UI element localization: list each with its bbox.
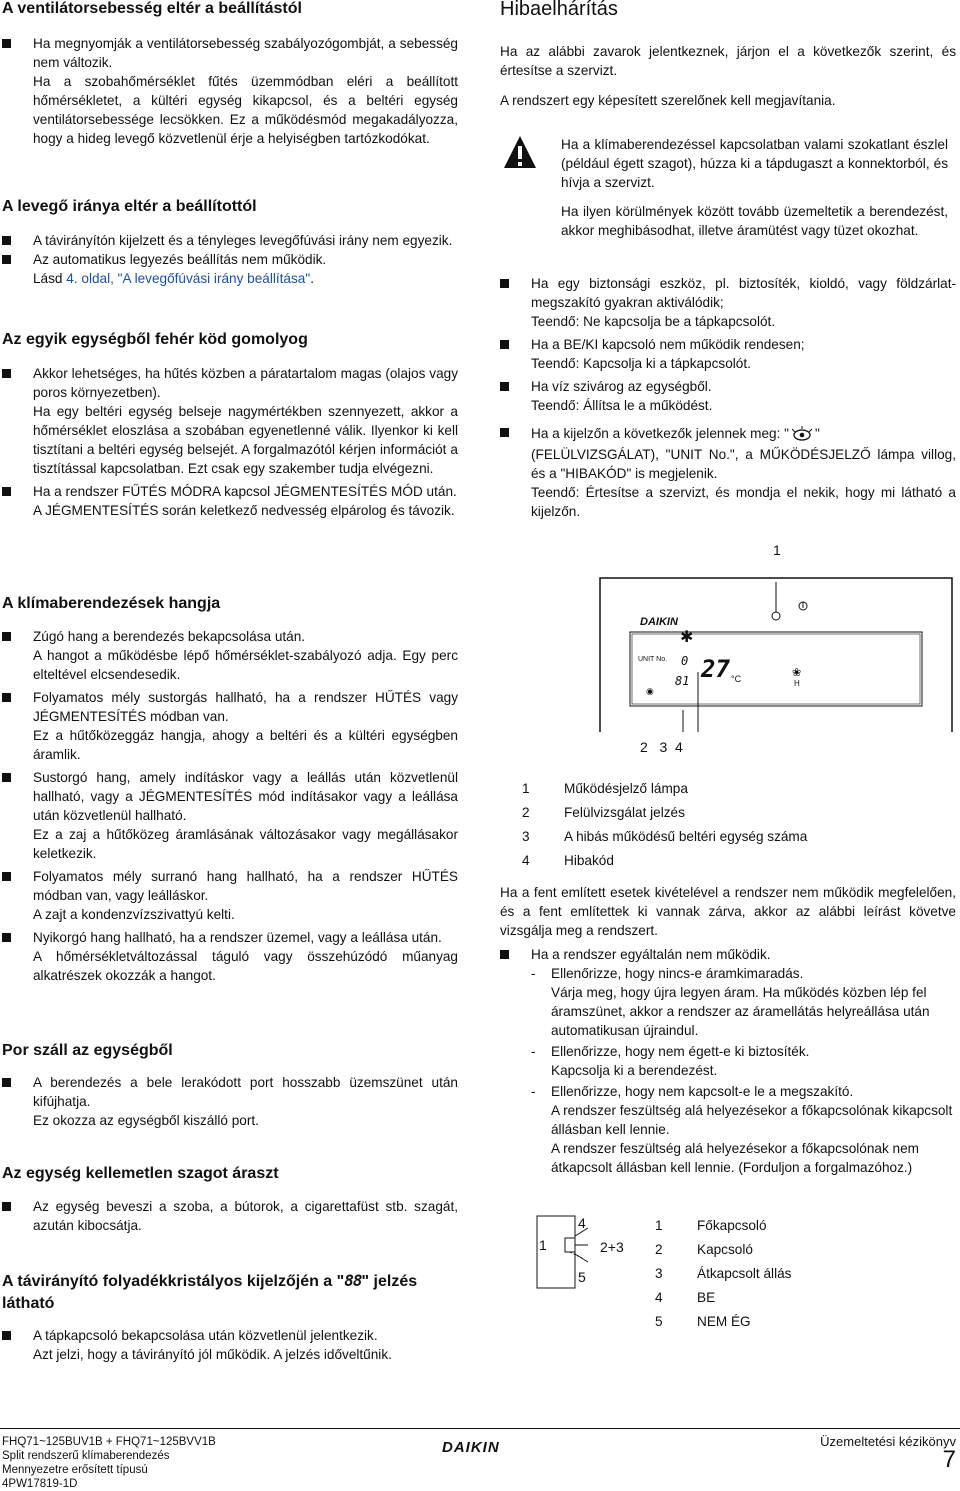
power-icon	[798, 601, 808, 611]
snowflake-icon: ✱	[680, 629, 694, 646]
heading-white-mist: Az egyik egységből fehér köd gomolyog	[2, 331, 308, 348]
inspection-icon	[789, 426, 815, 442]
temperature-display: 27	[701, 655, 730, 683]
page-ref-link[interactable]: 4. oldal, "A levegőfúvási irány beállítása"	[66, 271, 311, 286]
dust-items	[2, 1073, 458, 1130]
lcd-items	[2, 1326, 458, 1364]
fig1-label-bottom: 2 3 4	[640, 739, 683, 755]
bullet-item: Folyamatos mély sustorgás hallható, ha a rendszer HŰTÉS vagy JÉGMENTESÍTÉS módban van. Ez a hűtőközeggáz hangja, ahogy a beltéri és a kültéri egységben áramlik.	[2, 688, 458, 764]
heading-air-direction: A levegő iránya eltér a beállítottól	[2, 198, 257, 215]
operation-lamp	[772, 612, 780, 620]
no-operation-items	[500, 945, 956, 1177]
page-title: Hibaelhárítás	[500, 0, 618, 20]
noise-items	[2, 627, 458, 985]
bullet-item: A távirányítón kijelzett és a tényleges levegőfúvási irány nem egyezik.	[2, 231, 458, 250]
remote-controller-figure	[598, 572, 956, 732]
fan-speed-item	[2, 34, 458, 148]
footer-rule	[0, 1428, 960, 1429]
segment-88-icon: 88	[344, 1271, 362, 1290]
bullet-item: A berendezés a bele lerakódott port hosszabb üzemszünet után kifújhatja. Ez okozza az egységből kiszálló port.	[2, 1073, 458, 1130]
bullet-item: Ha a rendszer FŰTÉS MÓDRA kapcsol JÉGMENTESÍTÉS MÓD után. A JÉGMENTESÍTÉS során keletkező nedvesség elpárolog és távozik.	[2, 482, 458, 520]
bullet-item: Az egység beveszi a szoba, a bútorok, a cigarettafüst stb. szagát, azután kibocsátja.	[2, 1197, 458, 1235]
bullet-item: Sustorgó hang, amely indításkor vagy a leállás után közvetlenül hallható, vagy a JÉGMENTESÍTÉS mód indításakor vagy a leállása után közvetlenül hallható. Ez a zaj a hűtőközeg áramlásának változásakor vagy megállásakor keletkezik.	[2, 768, 458, 863]
bullet-item: Ha egy biztonsági eszköz, pl. biztosíték, kioldó, vagy földzárlat-megszakító gyakran aktiválódik; Teendő: Ne kapcsolja be a tápkapcsolót.	[500, 274, 956, 331]
heading-odor: Az egység kellemetlen szagot áraszt	[2, 1165, 279, 1182]
heading-lcd-88: A távirányító folyadékkristályos kijelzőjén a "88" jelzés látható	[2, 1271, 418, 1312]
bullet-item: Az automatikus legyezés beállítás nem működik. Lásd 4. oldal, "A levegőfúvási irány beállítása".	[2, 250, 458, 288]
heading-dust: Por száll az egységből	[2, 1042, 173, 1059]
check-item: - Ellenőrizze, hogy nem kapcsolt-e le a megszakító. A rendszer feszültség alá helyezésekor a főkapcsolónak kikapcsolt állásban kell lennie. A rendszer feszültség alá helyezésekor a főkapcsolónak nem átkapcsolt állásban kell lennie. (Forduljon a forgalmazóhoz.)	[531, 1082, 956, 1177]
warning-icon	[503, 135, 537, 169]
air-direction-items	[2, 231, 458, 288]
heading-fan-speed: A ventilátorsebesség eltér a beállítástól	[2, 0, 302, 17]
unit-number-display: 0	[681, 654, 689, 668]
main-switch-figure: 1 4 5 2+3	[530, 1212, 640, 1292]
bullet-item: Folyamatos mély surranó hang hallható, ha a rendszer HŰTÉS módban van, vagy leálláskor. A zajt a kondenzvízszivattyú kelti.	[2, 867, 458, 924]
bullet-item: Ha a rendszer egyáltalán nem működik.	[500, 945, 956, 964]
odor-items	[2, 1197, 458, 1235]
unit-no-label: UNIT No.	[638, 656, 668, 663]
bullet-item: Ha a BE/KI kapcsoló nem működik rendesen; Teendő: Kapcsolja ki a tápkapcsolót.	[500, 335, 956, 373]
bullet-item: Akkor lehetséges, ha hűtés közben a páratartalom magas (olajos vagy poros környezetben). Ha egy beltéri egység belseje nagymértékben szennyezett, akkor a hőmérséklet eloszlása a szobában egyenetlenné válik. Ilyenkor ki kell tisztítani a beltéri egység belsejét. A forgalmazótól kérjen információt a tisztítással kapcsolatban. Ezt csak egy szakember tudja elvégezni.	[2, 364, 458, 478]
bullet-item: Nyikorgó hang hallható, ha a rendszer üzemel, vagy a leállása után. A hőmérsékletváltozással táguló vagy összehúzódó műanyag alkatrészek okozzák a hangot.	[2, 928, 458, 985]
general-check-paragraph: Ha a fent említett esetek kivételével a rendszer nem működik megfelelően, és a fent említettek ki vannak zárva, akkor az alábbi leírást követve vizsgálja meg a rendszert.	[500, 885, 956, 938]
footer-daikin-logo: DAIKIN	[442, 1439, 500, 1456]
check-item: - Ellenőrizze, hogy nem égett-e ki biztosíték. Kapcsolja ki a berendezést.	[531, 1042, 956, 1080]
intro: Ha az alábbi zavarok jelentkeznek, járjon el a következők szerint, és értesítse a szervizt. A rendszert egy képesített szerelőnek kell megjavítania.	[500, 44, 956, 108]
bullet-item: Zúgó hang a berendezés bekapcsolása után. A hangot a működésbe lépő hőmérséklet-szabályozó adja. Egy perc elteltével elcsendesedik.	[2, 627, 458, 684]
warning-text: Ha a klímaberendezéssel kapcsolatban valami szokatlant észlel (például égett szagot), húzza ki a tápdugaszt a konnektorból, és hívja a szervizt. Ha ilyen körülmények között tovább üzemeltetik a berendezést, akkor meghibásodhat, illetve áramütést vagy tüzet okozhat.	[561, 137, 948, 238]
temp-unit-label: °C	[731, 674, 742, 684]
bullet-item: A tápkapcsoló bekapcsolása után közvetlenül jelentkezik. Azt jelzi, hogy a távirányító jól működik. A jelzés időveltűnik.	[2, 1326, 458, 1364]
trouble-items	[500, 274, 956, 521]
fig1-label-top: 1	[773, 542, 781, 558]
bullet-item: Ha víz szivárog az egységből. Teendő: Állítsa le a működést.	[500, 377, 956, 415]
inspection-icon-small: ◉	[646, 686, 654, 696]
daikin-logo-small: DAIKIN	[640, 616, 678, 628]
footer-manual-title: Üzemeltetési kézikönyv	[820, 1434, 956, 1449]
bullet-item: Ha megnyomják a ventilátorsebesség szabályozógombját, a sebesség nem változik. Ha a szobahőmérséklet fűtés üzemmódban eléri a beállított hőmérsékletet, a kültéri egység kikapcsol, és a beltéri egység ventilátorsebessége lecsökken. Ez a működésmód megakadályozza, hogy a hideg levegő közvetlenül érje a helyiségben tartózkodókat.	[2, 34, 458, 148]
footer-model-info: FHQ71~125BUV1B + FHQ71~125BVV1B Split rendszerű klímaberendezés Mennyezetre erősített típusú 4PW17819-1D	[2, 1436, 216, 1490]
fan-speed-h-label: H	[794, 679, 800, 688]
heading-noise: A klímaberendezések hangja	[2, 595, 221, 612]
bullet-item: Ha a kijelzőn a következők jelennek meg: " " (FELÜLVIZSGÁLAT), "UNIT No.", a MŰKÖDÉSJELZŐ lámpa villog, és a "HIBAKÓD" is megjelenik. Teendő: Értesítse a szervizt, és mondja el nekik, hogy mi látható a kijelzőn.	[500, 423, 956, 521]
page-number: 7	[942, 1446, 956, 1473]
white-mist-items	[2, 364, 458, 520]
error-code-display: 81	[675, 674, 690, 688]
check-item: - Ellenőrizze, hogy nincs-e áramkimaradás. Várja meg, hogy újra legyen áram. Ha működés közben lép fel áramszünet, akkor a rendszer az áramellátás helyreállása után automatikusan újraindul.	[531, 964, 956, 1040]
fan-icon: ❀	[792, 667, 802, 679]
